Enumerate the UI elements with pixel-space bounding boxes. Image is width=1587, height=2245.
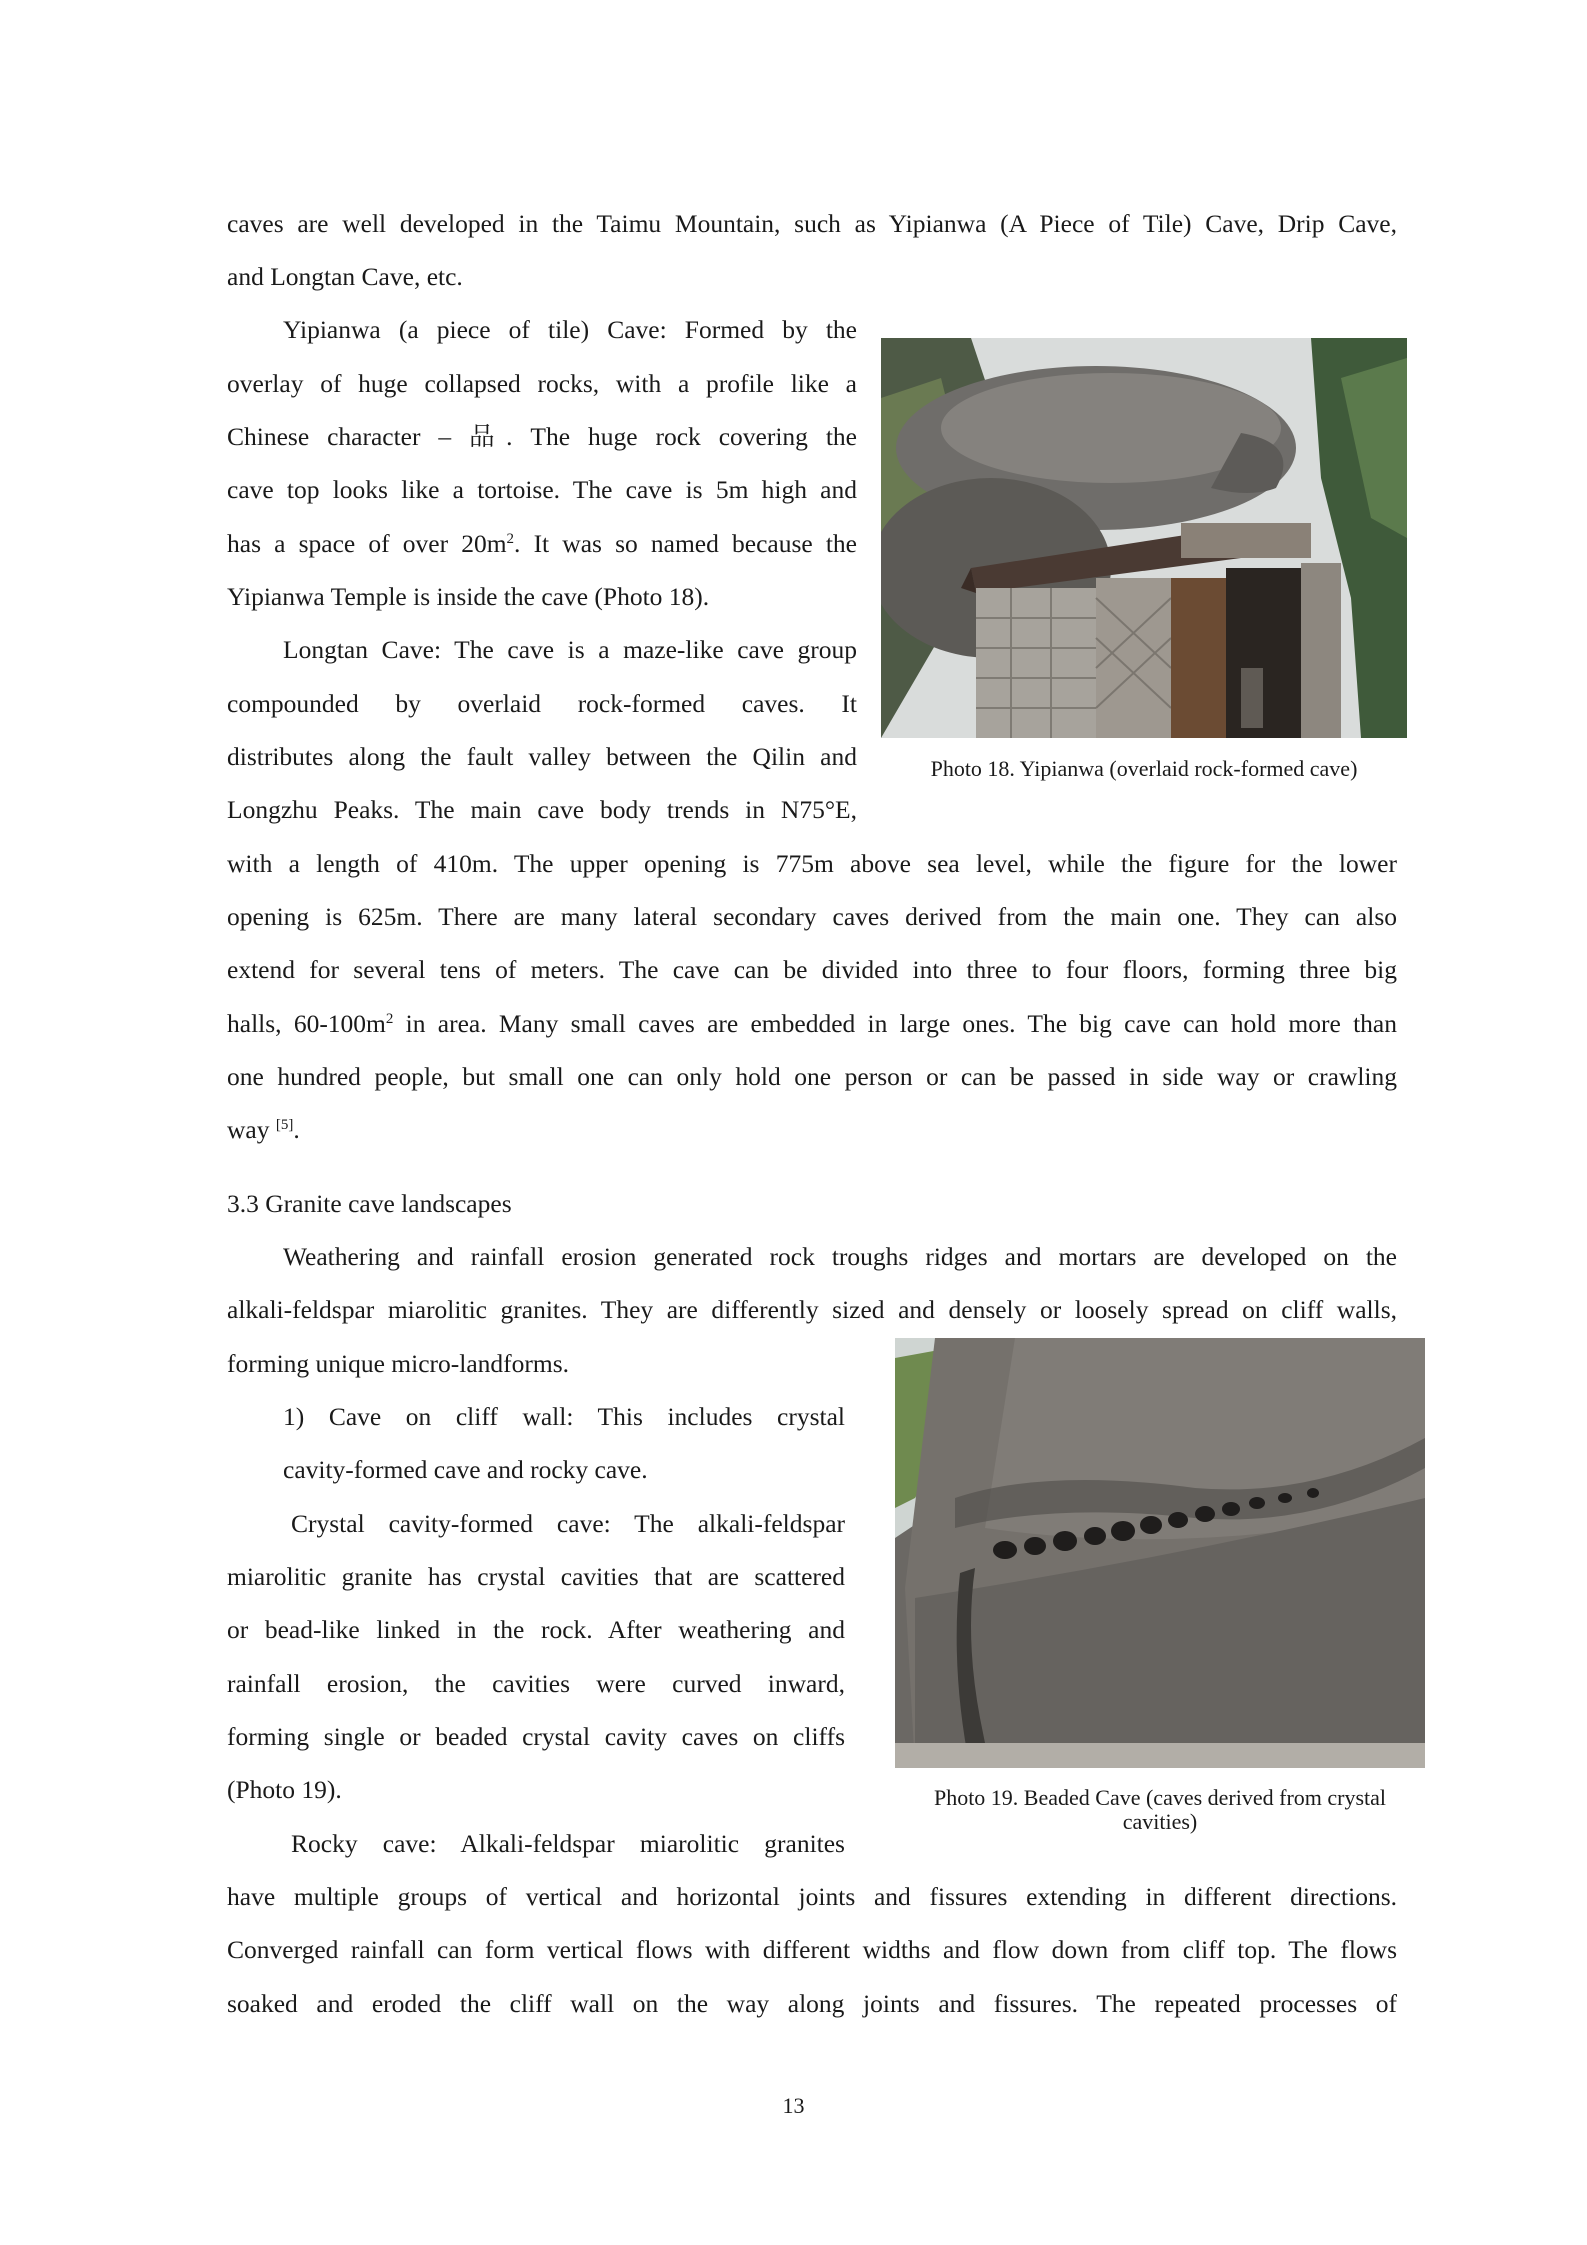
paragraph-3-line-10 [227,1113,1397,1147]
paragraph-1-line-1: caves are well developed in the Taimu Mountain, such as Yipianwa (A Piece of Tile) Cave, Drip Cave, [227,209,1397,238]
paragraph-3-line-1: Longtan Cave: The cave is a maze-like cave group [283,635,857,664]
paragraph-4-line-1: Weathering and rainfall erosion generated rock troughs ridges and mortars are developed on the [283,1242,1397,1271]
paragraph-6-line-1: Crystal cavity-formed cave: The alkali-feldspar [291,1509,845,1538]
paragraph-2-line-5-b: . It was so named because the [514,529,858,558]
paragraph-3-line-8-b: in area. Many small caves are embedded in large ones. The big cave can hold more than [393,1009,1397,1038]
paragraph-2-line-4: cave top looks like a tortoise. The cave is 5m high and [227,475,857,504]
paragraph-6-line-5: forming single or beaded crystal cavity caves on cliffs [227,1722,845,1751]
photo-19-beaded-cave [895,1338,1425,1768]
paragraph-2-line-5-a: has a space of over 20m [227,529,507,558]
paragraph-4-line-2: alkali-feldspar miarolitic granites. They are differently sized and densely or loosely spread on cliff walls, [227,1295,1397,1324]
photo-19-caption-line-2: cavities) [1122,1809,1198,1834]
page-number: 13 [782,2093,805,2118]
paragraph-2-line-1: Yipianwa (a piece of tile) Cave: Formed by the [283,315,857,344]
paragraph-3-line-10-b: . [293,1115,300,1144]
superscript-2: 2 [385,1011,394,1027]
paragraph-3-line-3: distributes along the fault valley between the Qilin and [227,742,857,771]
photo-19-illustration [895,1338,1425,1768]
paragraph-6-line-2: miarolitic granite has crystal cavities that are scattered [227,1562,845,1591]
paragraph-7-line-4: soaked and eroded the cliff wall on the way along joints and fissures. The repeated processes of [227,1989,1397,2018]
paragraph-6-line-3: or bead-like linked in the rock. After weathering and [227,1615,845,1644]
photo-18-illustration [881,338,1407,738]
superscript-2: 2 [506,531,515,547]
paragraph-3-line-6: opening is 625m. There are many lateral secondary caves derived from the main one. They can also [227,902,1397,931]
section-heading: 3.3 Granite cave landscapes [227,1189,512,1218]
photo-18-caption: Photo 18. Yipianwa (overlaid rock-formed cave) [930,756,1358,781]
paragraph-2-line-2: overlay of huge collapsed rocks, with a profile like a [227,369,857,398]
paragraph-6-line-6: (Photo 19). [227,1775,342,1804]
paragraph-5-line-2: cavity-formed cave and rocky cave. [283,1455,648,1484]
paragraph-3-line-9: one hundred people, but small one can only hold one person or can be passed in side way or crawling [227,1062,1397,1091]
paragraph-2-line-6: Yipianwa Temple is inside the cave (Photo 18). [227,582,710,611]
paragraph-1-line-2: and Longtan Cave, etc. [227,262,463,291]
paragraph-3-line-5: with a length of 410m. The upper opening is 775m above sea level, while the figure for the lower [227,849,1397,878]
paragraph-3-line-8-a: halls, 60-100m [227,1009,386,1038]
paragraph-5-line-1: 1) Cave on cliff wall: This includes crystal [283,1402,845,1431]
paragraph-7-line-3: Converged rainfall can form vertical flows with different widths and flow down from cliff top. The flows [227,1935,1397,1964]
paragraph-3-line-7: extend for several tens of meters. The cave can be divided into three to four floors, forming three big [227,955,1397,984]
photo-18-yipianwa [881,338,1407,738]
paragraph-3-line-10-a: way [227,1115,276,1144]
paragraph-7-line-1: Rocky cave: Alkali-feldspar miarolitic granites [291,1829,845,1858]
paragraph-3-line-8 [227,1007,1397,1041]
photo-19-caption-line-1: Photo 19. Beaded Cave (caves derived from crystal [933,1785,1387,1810]
paragraph-3-line-4: Longzhu Peaks. The main cave body trends in N75°E, [227,795,857,824]
paragraph-2-line-5 [227,527,857,561]
paragraph-2-line-3: Chinese character – 品. The huge rock covering the [227,422,857,451]
citation-reference[interactable]: [5] [275,1117,294,1133]
photo-19-caption [895,1786,1425,1834]
paragraph-6-line-4: rainfall erosion, the cavities were curved inward, [227,1669,845,1698]
paragraph-3-line-2: compounded by overlaid rock-formed caves. It [227,689,857,718]
paragraph-7-line-2: have multiple groups of vertical and horizontal joints and fissures extending in different directions. [227,1882,1397,1911]
paragraph-4-line-3: forming unique micro-landforms. [227,1349,570,1378]
